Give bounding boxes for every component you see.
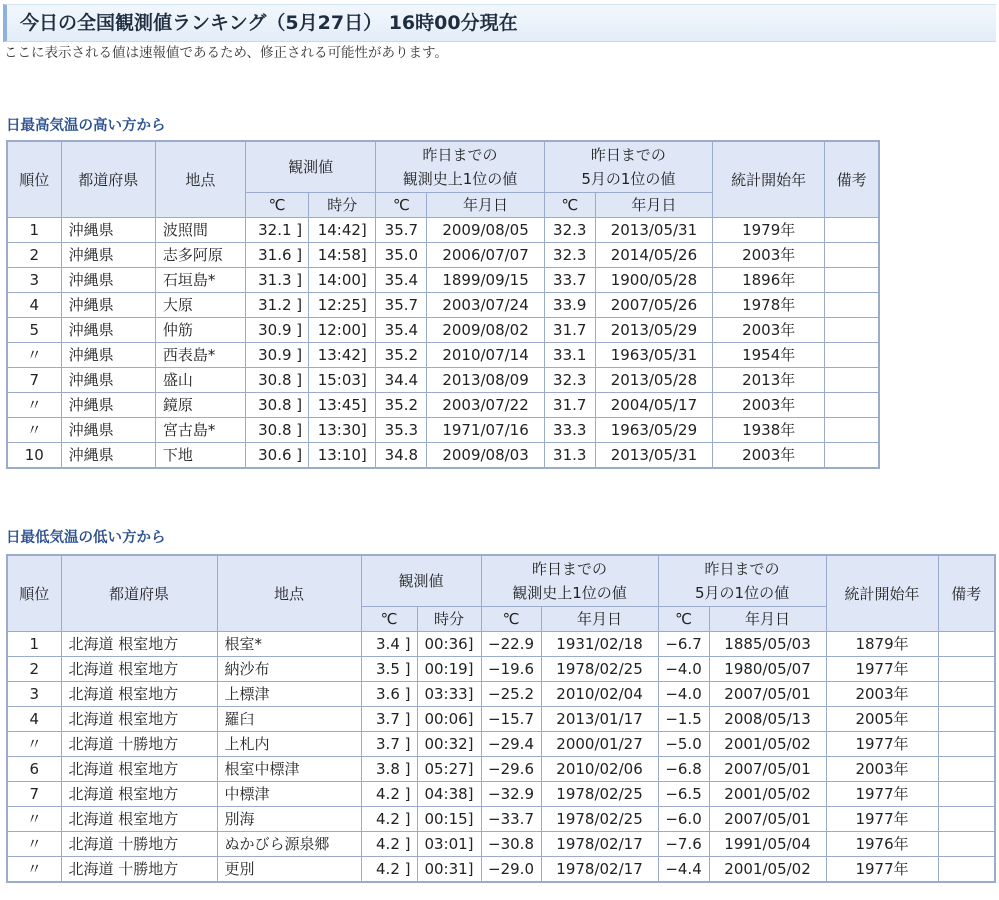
remarks-cell [825,243,879,268]
table-row [7,343,879,368]
record-may-value-cell: −4.4 [658,857,709,883]
col-header-record-may-line2: 5月の1位の値 [581,170,676,188]
record-may-value-cell: 33.3 [544,418,595,443]
table-row [7,757,995,782]
obs-time-cell: 13:45] [309,393,376,418]
pref-cell: 沖縄県 [61,368,155,393]
record-all-date-cell: 2003/07/22 [427,393,544,418]
remarks-cell [938,632,995,657]
point-cell: 鏡原 [155,393,245,418]
col-header-may-date: 年月日 [595,193,712,218]
table-row [7,443,879,469]
pref-cell: 北海道 根室地方 [61,682,217,707]
record-may-date-cell: 1963/05/29 [595,418,712,443]
col-header-record-all-line2: 観測史上1位の値 [512,584,627,602]
obs-time-cell: 00:36] [417,632,481,657]
start-year-cell: 1954年 [713,343,825,368]
record-may-date-cell: 2007/05/01 [709,682,826,707]
record-all-date-cell: 1978/02/17 [541,857,658,883]
record-may-date-cell: 2004/05/17 [595,393,712,418]
low-section-title: 日最低気温の低い方から [6,530,166,546]
table-row [7,243,879,268]
pref-cell: 北海道 根室地方 [61,807,217,832]
obs-time-cell: 12:25] [309,293,376,318]
record-may-date-cell: 2007/05/01 [709,757,826,782]
record-may-date-cell: 2013/05/31 [595,443,712,469]
remarks-cell [825,443,879,469]
point-cell: 上標津 [217,682,361,707]
record-may-value-cell: −6.8 [658,757,709,782]
disclaimer-note: ここに表示される値は速報値であるため、修正される可能性があります。 [4,45,448,61]
record-may-value-cell: −7.6 [658,832,709,857]
record-may-value-cell: −1.5 [658,707,709,732]
record-all-date-cell: 2010/02/04 [541,682,658,707]
record-may-value-cell: 32.3 [544,218,595,243]
table-row [7,218,879,243]
col-header-all-date: 年月日 [541,607,658,632]
record-all-value-cell: −29.6 [481,757,541,782]
obs-value-cell: 4.2 ] [361,782,417,807]
high-section-title: 日最高気温の高い方から [6,118,166,134]
pref-cell: 北海道 十勝地方 [61,857,217,883]
rank-cell: 6 [7,757,61,782]
low-table-body [7,632,995,883]
record-may-value-cell: −4.0 [658,657,709,682]
record-all-value-cell: 34.4 [376,368,427,393]
col-header-observed: 観測値 [246,141,376,193]
record-all-date-cell: 2013/01/17 [541,707,658,732]
obs-time-cell: 13:10] [309,443,376,469]
start-year-cell: 1978年 [713,293,825,318]
obs-time-cell: 12:00] [309,318,376,343]
rank-cell: 5 [7,318,61,343]
table-row [7,632,995,657]
pref-cell: 北海道 十勝地方 [61,832,217,857]
remarks-cell [938,707,995,732]
record-all-date-cell: 1899/09/15 [427,268,544,293]
col-header-may-date: 年月日 [709,607,826,632]
col-header-point: 地点 [155,141,245,218]
obs-time-cell: 13:30] [309,418,376,443]
start-year-cell: 2003年 [713,393,825,418]
point-cell: 西表島* [155,343,245,368]
col-header-obs-deg: ℃ [246,193,309,218]
record-may-value-cell: −4.0 [658,682,709,707]
record-all-date-cell: 2010/07/14 [427,343,544,368]
col-header-pref: 都道府県 [61,555,217,632]
rank-cell: 〃 [7,343,61,368]
obs-time-cell: 14:00] [309,268,376,293]
record-all-value-cell: 35.2 [376,343,427,368]
col-header-obs-deg: ℃ [361,607,417,632]
pref-cell: 北海道 根室地方 [61,707,217,732]
pref-cell: 北海道 根室地方 [61,757,217,782]
record-may-value-cell: 31.7 [544,318,595,343]
rank-cell: 10 [7,443,61,469]
remarks-cell [825,318,879,343]
start-year-cell: 2003年 [713,443,825,469]
col-header-start-year: 統計開始年 [713,141,825,218]
record-all-value-cell: −30.8 [481,832,541,857]
point-cell: 志多阿原 [155,243,245,268]
remarks-cell [938,757,995,782]
record-may-date-cell: 1963/05/31 [595,343,712,368]
record-all-value-cell: −15.7 [481,707,541,732]
obs-value-cell: 31.6 ] [246,243,309,268]
col-header-may-deg: ℃ [658,607,709,632]
record-all-date-cell: 2009/08/02 [427,318,544,343]
record-may-date-cell: 1980/05/07 [709,657,826,682]
obs-time-cell: 00:32] [417,732,481,757]
record-may-value-cell: 33.7 [544,268,595,293]
point-cell: 別海 [217,807,361,832]
col-header-record-all-line1: 昨日までの [532,560,608,578]
record-all-value-cell: 35.7 [376,218,427,243]
record-may-date-cell: 2001/05/02 [709,857,826,883]
record-all-value-cell: 35.2 [376,393,427,418]
record-all-date-cell: 2009/08/03 [427,443,544,469]
start-year-cell: 1976年 [826,832,938,857]
record-may-date-cell: 2001/05/02 [709,782,826,807]
rank-cell: 〃 [7,732,61,757]
obs-time-cell: 00:15] [417,807,481,832]
record-all-date-cell: 1978/02/17 [541,832,658,857]
start-year-cell: 1977年 [826,857,938,883]
remarks-cell [938,807,995,832]
col-header-record-may [544,141,712,193]
record-all-value-cell: −22.9 [481,632,541,657]
remarks-cell [938,857,995,883]
low-temp-ranking-table [6,554,996,883]
rank-cell: 1 [7,632,61,657]
record-all-date-cell: 2009/08/05 [427,218,544,243]
record-all-value-cell: 35.4 [376,268,427,293]
obs-time-cell: 03:33] [417,682,481,707]
record-all-date-cell: 1971/07/16 [427,418,544,443]
record-all-date-cell: 2006/07/07 [427,243,544,268]
remarks-cell [825,418,879,443]
pref-cell: 北海道 十勝地方 [61,732,217,757]
col-header-rank: 順位 [7,555,61,632]
obs-value-cell: 30.6 ] [246,443,309,469]
obs-value-cell: 3.6 ] [361,682,417,707]
record-may-value-cell: −6.7 [658,632,709,657]
record-may-date-cell: 2007/05/01 [709,807,826,832]
start-year-cell: 2003年 [826,682,938,707]
record-all-value-cell: 34.8 [376,443,427,469]
obs-value-cell: 30.8 ] [246,393,309,418]
point-cell: 大原 [155,293,245,318]
rank-cell: 〃 [7,418,61,443]
record-all-date-cell: 1978/02/25 [541,807,658,832]
rank-cell: 〃 [7,807,61,832]
obs-value-cell: 3.8 ] [361,757,417,782]
rank-cell: 3 [7,268,61,293]
table-row [7,682,995,707]
start-year-cell: 1938年 [713,418,825,443]
start-year-cell: 1896年 [713,268,825,293]
col-header-rank: 順位 [7,141,61,218]
record-may-value-cell: 32.3 [544,368,595,393]
high-temp-ranking-table [6,140,880,469]
record-may-date-cell: 2001/05/02 [709,732,826,757]
pref-cell: 沖縄県 [61,293,155,318]
remarks-cell [938,657,995,682]
pref-cell: 沖縄県 [61,243,155,268]
point-cell: 石垣島* [155,268,245,293]
obs-value-cell: 30.9 ] [246,343,309,368]
rank-cell: 7 [7,782,61,807]
remarks-cell [825,368,879,393]
page-title-bar [3,4,996,42]
start-year-cell: 2005年 [826,707,938,732]
record-all-value-cell: 35.4 [376,318,427,343]
remarks-cell [825,343,879,368]
col-header-point: 地点 [217,555,361,632]
col-header-record-may-line2: 5月の1位の値 [694,584,790,602]
remarks-cell [825,268,879,293]
record-all-value-cell: −29.4 [481,732,541,757]
rank-cell: 3 [7,682,61,707]
obs-value-cell: 4.2 ] [361,832,417,857]
obs-value-cell: 31.3 ] [246,268,309,293]
point-cell: 上札内 [217,732,361,757]
col-header-observed: 観測値 [361,555,481,607]
table-row [7,268,879,293]
record-all-date-cell: 1978/02/25 [541,657,658,682]
record-may-value-cell: 31.3 [544,443,595,469]
obs-value-cell: 3.5 ] [361,657,417,682]
point-cell: 宮古島* [155,418,245,443]
table-row [7,807,995,832]
remarks-cell [938,682,995,707]
pref-cell: 沖縄県 [61,393,155,418]
col-header-start-year: 統計開始年 [826,555,938,632]
rank-cell: 2 [7,657,61,682]
obs-value-cell: 32.1 ] [246,218,309,243]
rank-cell: 4 [7,707,61,732]
col-header-record-may [658,555,826,607]
page-title: 今日の全国観測値ランキング（5月27日） 16時00分現在 [20,12,518,34]
point-cell: 盛山 [155,368,245,393]
start-year-cell: 2013年 [713,368,825,393]
high-table-body [7,218,879,469]
point-cell: ぬかびら源泉郷 [217,832,361,857]
record-all-value-cell: 35.3 [376,418,427,443]
obs-value-cell: 4.2 ] [361,857,417,883]
table-row [7,393,879,418]
obs-value-cell: 4.2 ] [361,807,417,832]
obs-time-cell: 14:42] [309,218,376,243]
record-all-value-cell: 35.7 [376,293,427,318]
obs-time-cell: 04:38] [417,782,481,807]
record-may-date-cell: 2013/05/29 [595,318,712,343]
pref-cell: 沖縄県 [61,268,155,293]
obs-time-cell: 05:27] [417,757,481,782]
point-cell: 波照間 [155,218,245,243]
obs-value-cell: 30.9 ] [246,318,309,343]
point-cell: 下地 [155,443,245,469]
table-row [7,318,879,343]
remarks-cell [938,832,995,857]
rank-cell: 〃 [7,857,61,883]
pref-cell: 沖縄県 [61,443,155,469]
start-year-cell: 1977年 [826,782,938,807]
record-all-date-cell: 1931/02/18 [541,632,658,657]
record-may-date-cell: 1991/05/04 [709,832,826,857]
record-may-value-cell: 31.7 [544,393,595,418]
record-all-value-cell: −32.9 [481,782,541,807]
remarks-cell [825,393,879,418]
rank-cell: 〃 [7,832,61,857]
table-row [7,368,879,393]
col-header-record-may-line1: 昨日までの [590,146,666,164]
col-header-remarks: 備考 [938,555,995,632]
record-all-date-cell: 2000/01/27 [541,732,658,757]
rank-cell: 7 [7,368,61,393]
obs-time-cell: 03:01] [417,832,481,857]
obs-value-cell: 3.7 ] [361,732,417,757]
record-may-value-cell: −6.0 [658,807,709,832]
table-row [7,857,995,883]
record-may-value-cell: −6.5 [658,782,709,807]
col-header-may-deg: ℃ [544,193,595,218]
rank-cell: 2 [7,243,61,268]
obs-time-cell: 00:19] [417,657,481,682]
start-year-cell: 2003年 [713,243,825,268]
remarks-cell [825,218,879,243]
record-may-date-cell: 2013/05/31 [595,218,712,243]
obs-value-cell: 30.8 ] [246,368,309,393]
record-all-value-cell: 35.0 [376,243,427,268]
table-row [7,732,995,757]
record-all-date-cell: 2013/08/09 [427,368,544,393]
col-header-obs-time: 時分 [417,607,481,632]
record-all-date-cell: 2003/07/24 [427,293,544,318]
col-header-all-deg: ℃ [481,607,541,632]
record-may-value-cell: 33.9 [544,293,595,318]
record-may-date-cell: 2014/05/26 [595,243,712,268]
record-all-date-cell: 1978/02/25 [541,782,658,807]
obs-value-cell: 30.8 ] [246,418,309,443]
remarks-cell [825,293,879,318]
table-row [7,707,995,732]
pref-cell: 北海道 根室地方 [61,782,217,807]
pref-cell: 沖縄県 [61,418,155,443]
record-may-date-cell: 1900/05/28 [595,268,712,293]
obs-value-cell: 3.4 ] [361,632,417,657]
col-header-pref: 都道府県 [61,141,155,218]
col-header-record-may-line1: 昨日までの [704,560,780,578]
start-year-cell: 1879年 [826,632,938,657]
record-all-value-cell: −19.6 [481,657,541,682]
obs-time-cell: 15:03] [309,368,376,393]
col-header-record-all [376,141,544,193]
point-cell: 羅臼 [217,707,361,732]
table-row [7,657,995,682]
record-may-value-cell: −5.0 [658,732,709,757]
remarks-cell [938,732,995,757]
obs-time-cell: 00:31] [417,857,481,883]
record-may-value-cell: 32.3 [544,243,595,268]
rank-cell: 4 [7,293,61,318]
table-row [7,418,879,443]
start-year-cell: 2003年 [713,318,825,343]
pref-cell: 北海道 根室地方 [61,632,217,657]
pref-cell: 沖縄県 [61,343,155,368]
point-cell: 中標津 [217,782,361,807]
col-header-remarks: 備考 [825,141,879,218]
point-cell: 更別 [217,857,361,883]
rank-cell: 〃 [7,393,61,418]
table-row [7,832,995,857]
record-may-date-cell: 2008/05/13 [709,707,826,732]
point-cell: 納沙布 [217,657,361,682]
remarks-cell [938,782,995,807]
col-header-record-all-line1: 昨日までの [422,146,498,164]
point-cell: 根室中標津 [217,757,361,782]
obs-time-cell: 00:06] [417,707,481,732]
rank-cell: 1 [7,218,61,243]
obs-value-cell: 31.2 ] [246,293,309,318]
start-year-cell: 1977年 [826,657,938,682]
record-all-value-cell: −25.2 [481,682,541,707]
obs-time-cell: 13:42] [309,343,376,368]
pref-cell: 沖縄県 [61,218,155,243]
point-cell: 仲筋 [155,318,245,343]
pref-cell: 沖縄県 [61,318,155,343]
col-header-record-all [481,555,658,607]
obs-time-cell: 14:58] [309,243,376,268]
record-may-value-cell: 33.1 [544,343,595,368]
col-header-all-deg: ℃ [376,193,427,218]
record-may-date-cell: 2007/05/26 [595,293,712,318]
start-year-cell: 1977年 [826,732,938,757]
col-header-obs-time: 時分 [309,193,376,218]
table-row [7,782,995,807]
start-year-cell: 1979年 [713,218,825,243]
record-may-date-cell: 1885/05/03 [709,632,826,657]
record-all-value-cell: −33.7 [481,807,541,832]
col-header-all-date: 年月日 [427,193,544,218]
point-cell: 根室* [217,632,361,657]
record-may-date-cell: 2013/05/28 [595,368,712,393]
obs-value-cell: 3.7 ] [361,707,417,732]
start-year-cell: 2003年 [826,757,938,782]
table-row [7,293,879,318]
record-all-value-cell: −29.0 [481,857,541,883]
col-header-record-all-line2: 観測史上1位の値 [402,170,518,188]
start-year-cell: 1977年 [826,807,938,832]
record-all-date-cell: 2010/02/06 [541,757,658,782]
pref-cell: 北海道 根室地方 [61,657,217,682]
